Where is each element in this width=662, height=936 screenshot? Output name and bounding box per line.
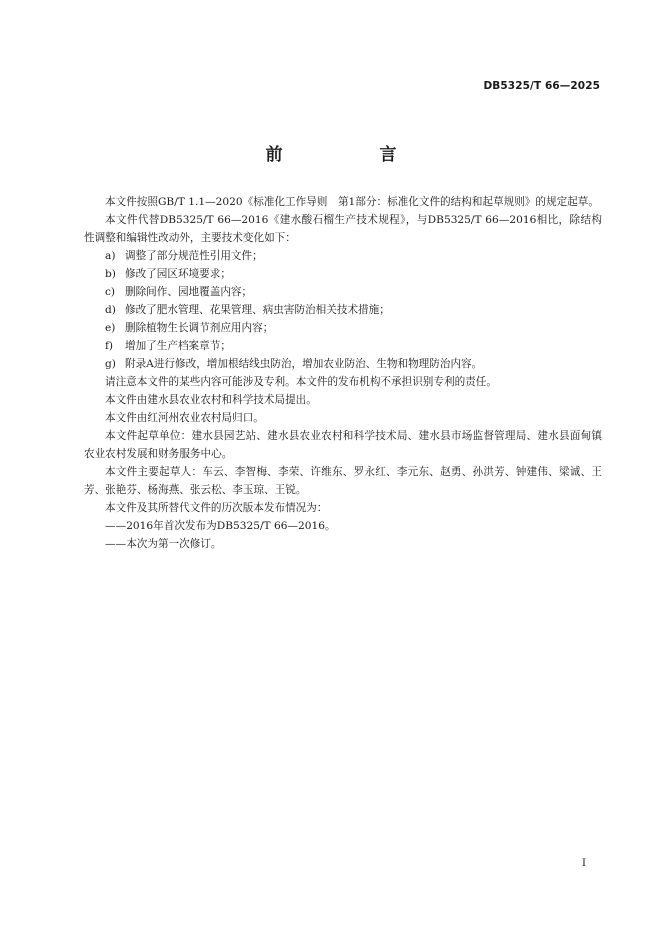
change-item-label: f): [105, 340, 114, 352]
change-item-label: a): [105, 250, 116, 262]
history-item: ——2016年首次发布为DB5325/T 66—2016。: [105, 520, 336, 532]
change-item-label: d): [105, 304, 116, 316]
document-code: DB5325/T 66—2025: [483, 80, 600, 92]
paragraph-history-intro: 本文件及其所替代文件的历次版本发布情况为：: [105, 502, 328, 514]
change-item: [84, 319, 602, 337]
change-item: [84, 265, 602, 283]
change-item: [84, 301, 602, 319]
change-item: [84, 283, 602, 301]
change-item-label: g): [105, 358, 116, 370]
change-item: [84, 247, 602, 265]
paragraph-replacement: 本文件代替DB5325/T 66—2016《建水酸石榴生产技术规程》，与DB5325/T 66—2016相比，除结构性调整和编辑性改动外，主要技术变化如下：: [84, 214, 602, 244]
change-item-label: e): [105, 322, 116, 334]
change-item: [84, 337, 602, 355]
foreword-body: [84, 193, 602, 553]
change-item-text: 附录A进行修改，增加根结线虫防治，增加农业防治、生物和物理防治内容。: [125, 358, 483, 370]
page-number: I: [582, 858, 586, 869]
change-item-text: 修改了肥水管理、花果管理、病虫害防治相关技术措施；: [125, 304, 390, 316]
paragraph-patent-notice: 请注意本文件的某些内容可能涉及专利。本文件的发布机构不承担识别专利的责任。: [105, 376, 497, 388]
paragraph-drafters: 本文件主要起草人：车云、李智梅、李荣、许维东、罗永红、李元东、赵勇、孙洪芳、钟建伟、梁诚、王芳、张艳芬、杨海燕、张云松、李玉琼、王锐。: [84, 466, 602, 496]
paragraph-drafting-rules: 本文件按照GB/T 1.1—2020《标准化工作导则 第1部分：标准化文件的结构和起草规则》的规定起草。: [105, 196, 599, 208]
change-item-text: 删除植物生长调节剂应用内容；: [125, 322, 274, 334]
change-item: [84, 355, 602, 373]
paragraph-centralized-by: 本文件由红河州农业农村局归口。: [105, 412, 264, 424]
history-item: ——本次为第一次修订。: [105, 538, 222, 550]
page-title: 前 言: [265, 145, 437, 165]
change-item-text: 修改了园区环境要求；: [125, 268, 231, 280]
change-item-label: c): [105, 286, 116, 298]
paragraph-proposer: 本文件由建水县农业农村和科学技术局提出。: [105, 394, 317, 406]
change-item-text: 增加了生产档案章节；: [125, 340, 231, 352]
paragraph-drafting-units: 本文件起草单位：建水县园艺站、建水县农业农村和科学技术局、建水县市场监督管理局、建水县面甸镇农业农村发展和财务服务中心。: [84, 430, 602, 460]
change-item-text: 调整了部分规范性引用文件；: [125, 250, 263, 262]
change-item-label: b): [105, 268, 116, 280]
change-item-text: 删除间作、园地覆盖内容；: [125, 286, 253, 298]
